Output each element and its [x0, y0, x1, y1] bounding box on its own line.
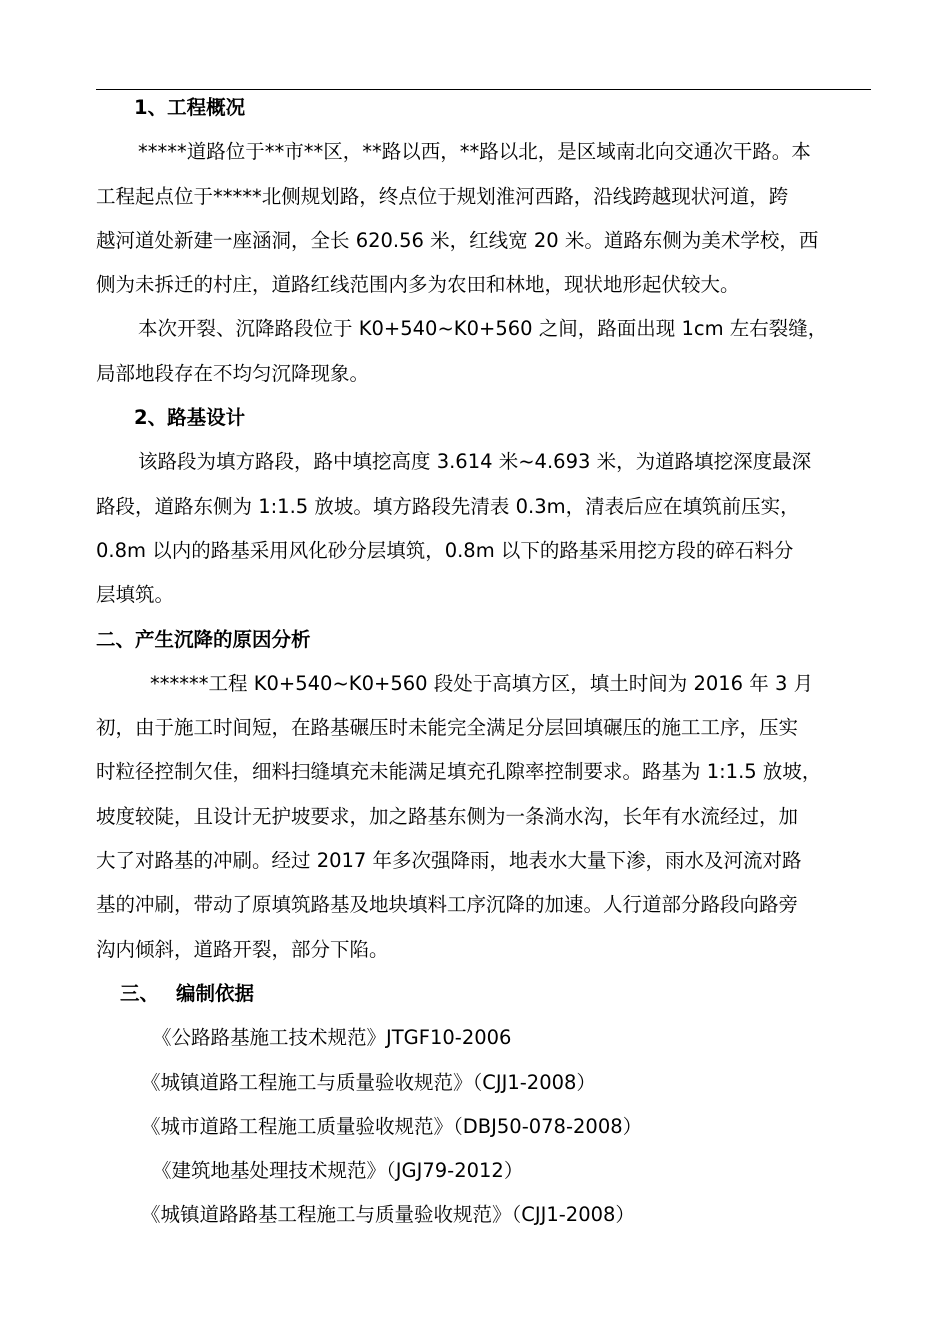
paragraph-line: 沟内倾斜，道路开裂，部分下陷。 — [96, 937, 389, 961]
heading-subgrade-design: 2、路基设计 — [134, 406, 246, 430]
heading-compilation-basis — [96, 972, 916, 1016]
reference-item: 《城镇道路工程施工与质量验收规范》（CJJ1-2008） — [141, 1070, 596, 1094]
paragraph-line: 0.8m 以内的路基采用风化砂分层填筑，0.8m 以下的路基采用挖方段的碎石料分 — [96, 538, 794, 562]
paragraph-line: 路段，道路东侧为 1:1.5 放坡。填方路段先清表 0.3m，清表后应在填筑前压实， — [96, 494, 800, 518]
paragraph-line: 工程起点位于*****北侧规划路，终点位于规划淮河西路，沿线跨越现状河道，跨 — [96, 184, 789, 208]
paragraph-line: 坡度较陡，且设计无护坡要求，加之路基东侧为一条淌水沟，长年有水流经过，加 — [96, 804, 799, 828]
paragraph-line: 时粒径控制欠佳，细料扫缝填充未能满足填充孔隙率控制要求。路基为 1:1.5 放坡， — [96, 760, 822, 784]
paragraph-line: 初，由于施工时间短，在路基碾压时未能完全满足分层回填碾压的施工工序，压实 — [96, 716, 799, 740]
paragraph-line: 基的冲刷，带动了原填筑路基及地块填料工序沉降的加速。人行道部分路段向路旁 — [96, 893, 799, 917]
document-body — [96, 86, 916, 1238]
paragraph-line: 该路段为填方路段，路中填挖高度 3.614 米~4.693 米，为道路填挖深度最深 — [138, 450, 812, 474]
paragraph-line: *****道路位于**市**区，**路以西，**路以北，是区域南北向交通次干路。本 — [138, 140, 811, 164]
paragraph-line: 大了对路基的冲刷。经过 2017 年多次强降雨，地表水大量下渗，雨水及河流对路 — [96, 849, 802, 873]
reference-item: 《建筑地基处理技术规范》（JGJ79-2012） — [152, 1159, 524, 1183]
paragraph-line: 越河道处新建一座涵洞，全长 620.56 米，红线宽 20 米。道路东侧为美术学校，西 — [96, 228, 819, 252]
paragraph-line: ******工程 K0+540~K0+560 段处于高填方区，填土时间为 2016 年 3 月 — [150, 671, 814, 695]
paragraph-line: 局部地段存在不均匀沉降现象。 — [96, 361, 370, 385]
paragraph-line: 侧为未拆迁的村庄，道路红线范围内多为农田和林地，现状地形起伏较大。 — [96, 273, 740, 297]
heading-text: 编制依据 — [176, 981, 255, 1005]
paragraph-line: 本次开裂、沉降路段位于 K0+540~K0+560 之间，路面出现 1cm 左右裂缝， — [138, 317, 828, 341]
paragraph-line: 层填筑。 — [96, 583, 175, 607]
heading-settlement-cause: 二、产生沉降的原因分析 — [96, 627, 311, 651]
heading-project-overview: 1、工程概况 — [134, 96, 246, 119]
reference-item: 《公路路基施工技术规范》JTGF10-2006 — [152, 1026, 512, 1050]
heading-number: 三、 — [120, 981, 160, 1005]
reference-item: 《城镇道路路基工程施工与质量验收规范》（CJJ1-2008） — [141, 1203, 635, 1227]
reference-item: 《城市道路工程施工质量验收规范》（DBJ50-078-2008） — [141, 1114, 643, 1138]
